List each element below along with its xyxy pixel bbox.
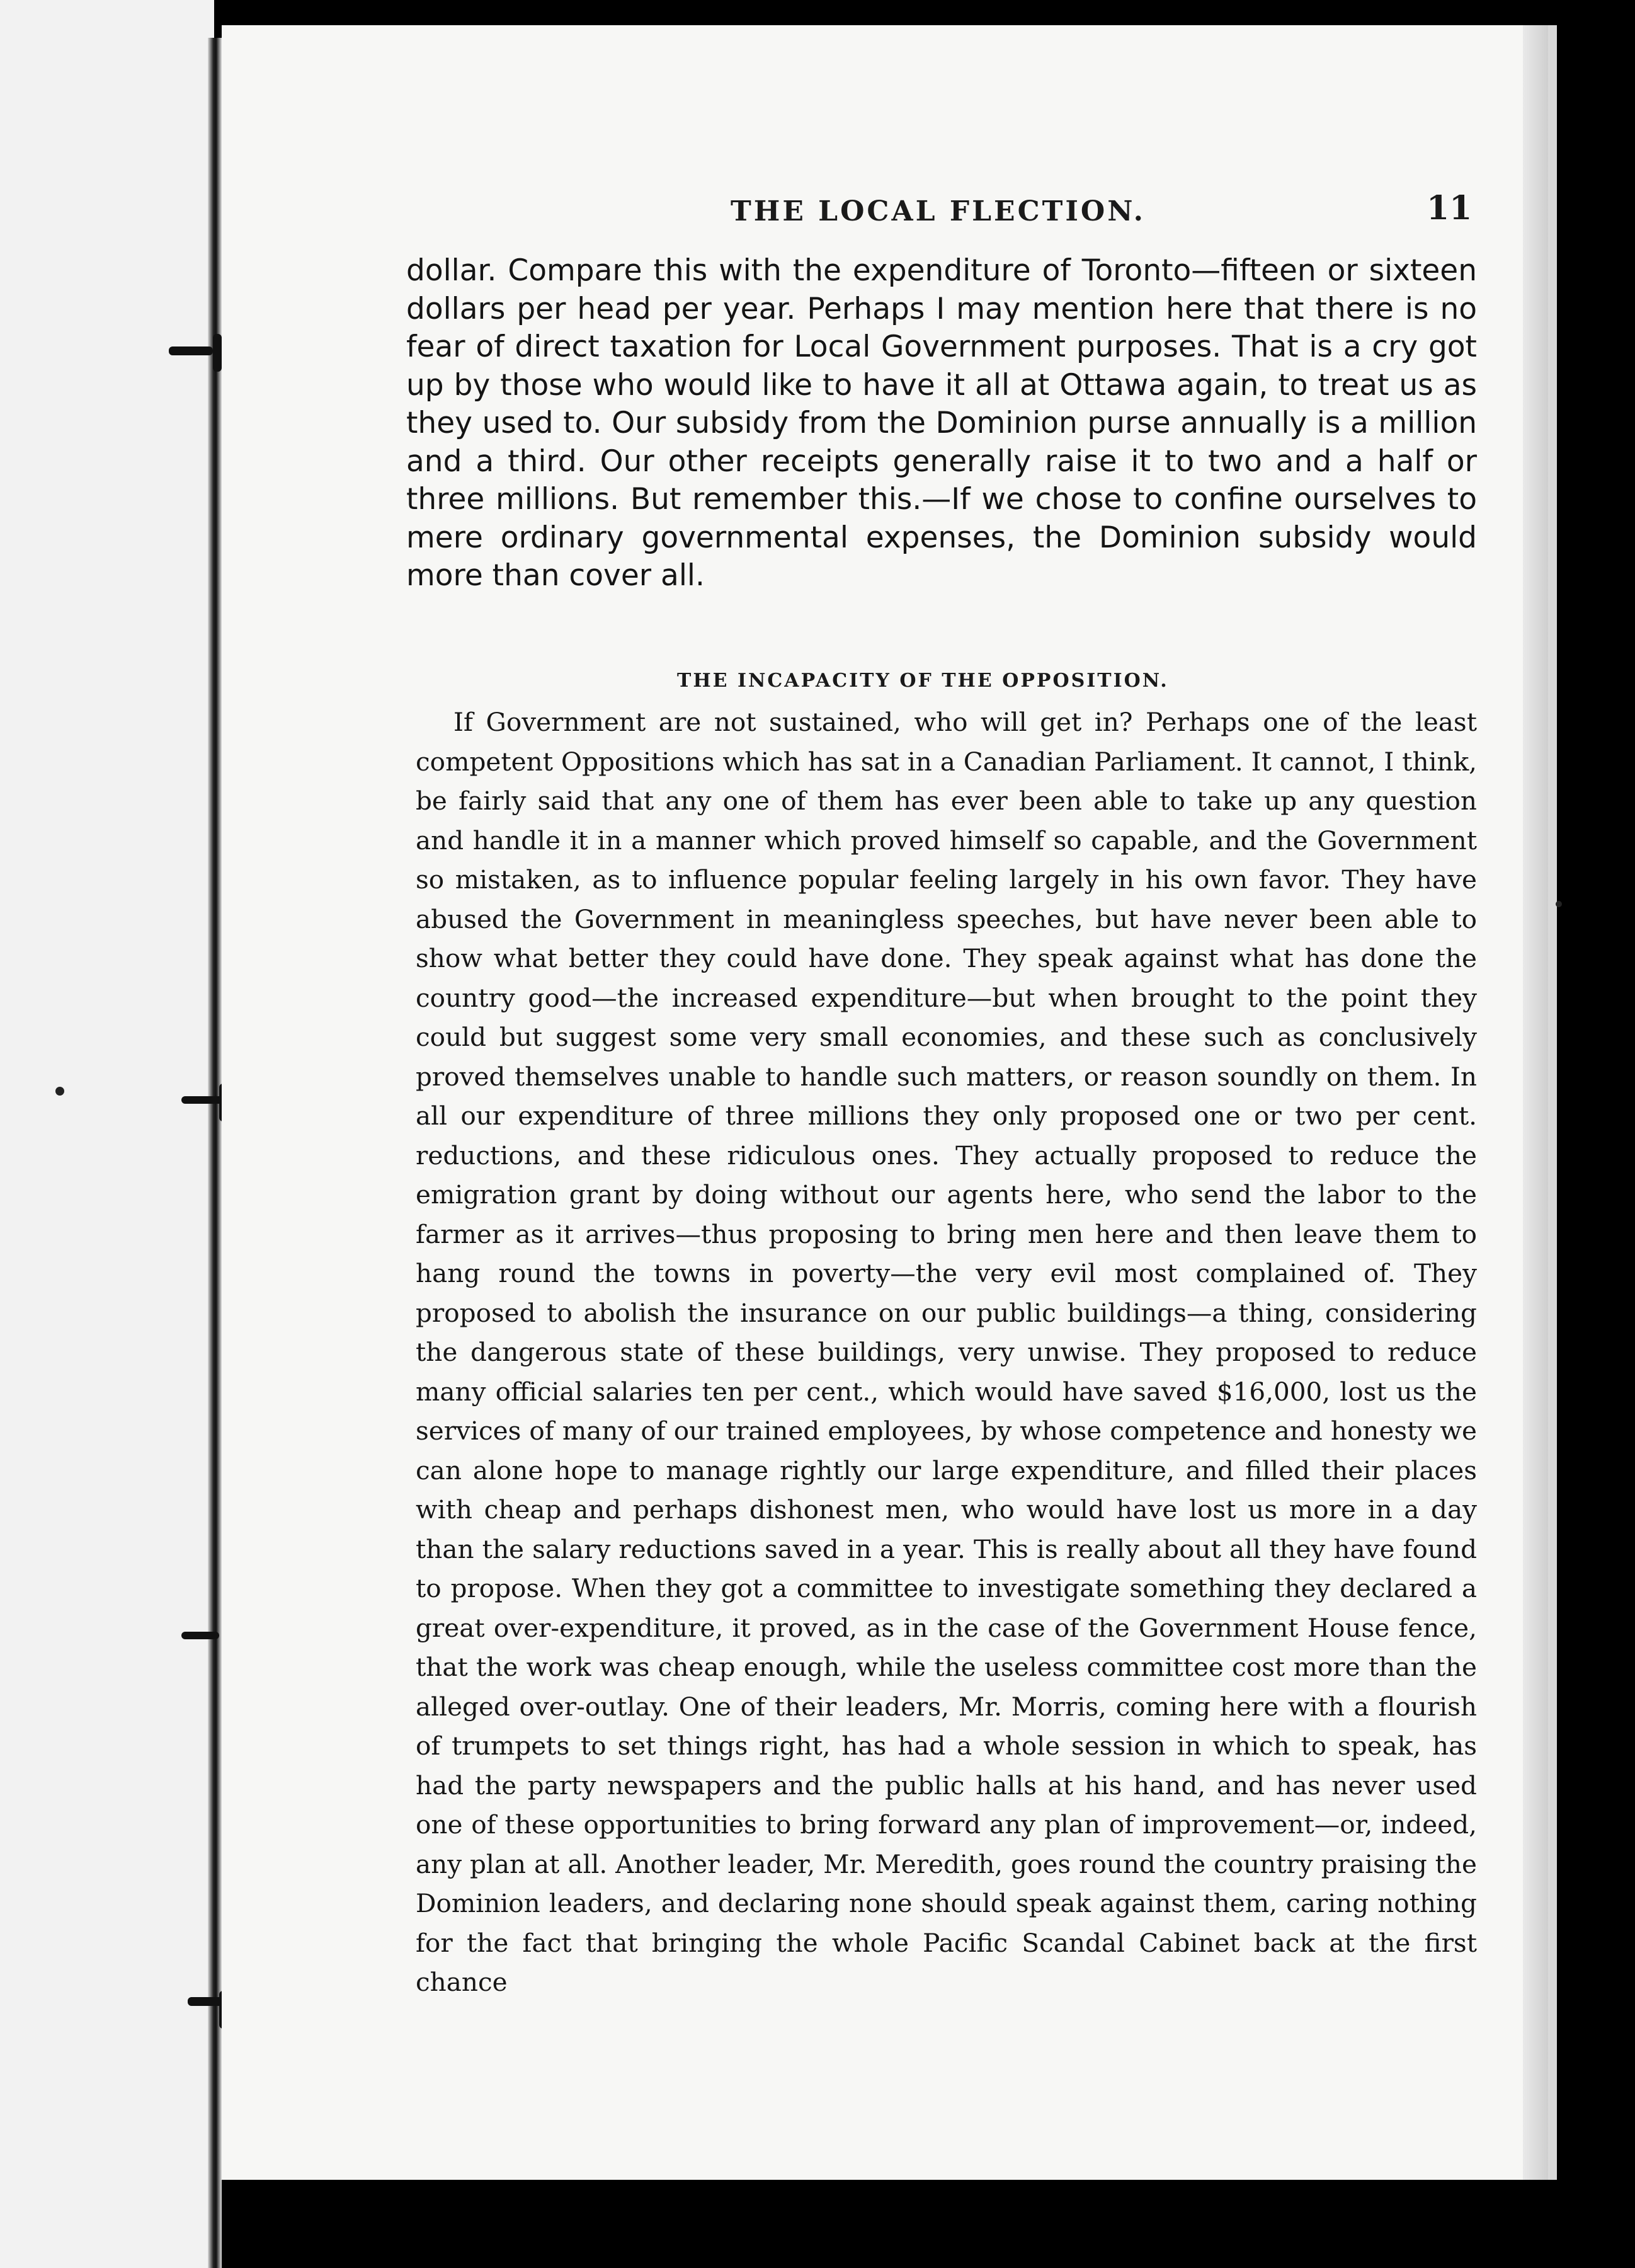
running-head: THE LOCAL FLECTION. [731, 195, 1146, 227]
page-speck [1556, 901, 1562, 907]
section-body-paragraph: If Government are not sustained, who will get in? Perhaps one of the least competent Oppositions which has sat in a Canadian Parliament. It cannot, I think, be fairly said that any one of them has ever been able to take up any question and handle it in a manner which proved himself so capable, and the Government so mistaken, as to influence popular feeling largely in his own favor. They have abused the Government in meaningless speeches, but have never been able to show what better they could have done. They speak against what has done the country good—the increased expenditure—but when brought to the point they could but suggest some very small economies, and these such as conclusively proved themselves unable to handle such matters, or reason soundly on them. In all our expenditure of three millions they only proposed one or two per cent. reductions, and these ridiculous ones. They actually proposed to reduce the emigration grant by doing without our agents here, who send the labor to the farmer as it arrives—thus proposing to bring men here and then leave them to hang round the towns in poverty—the very evil most complained of. They proposed to abolish the insurance on our public buildings—a thing, considering the dangerous state of these buildings, very unwise. They proposed to reduce many official salaries ten per cent., which would have saved $16,000, lost us the services of many of our trained employees, by whose competence and honesty we can alone hope to manage rightly our large expenditure, and filled their places with cheap and perhaps dishonest men, who would have lost us more in a day than the salary reductions saved in a year. This is really about all they have found to propose. When they got a committee to investigate something they declared a great over-expenditure, it proved, as in the case of the Government House fence, that the work was cheap enough, while the useless committee cost more than the alleged over-outlay. One of their leaders, Mr. Morris, coming here with a flourish of trumpets to set things right, has had a whole session in which to speak, has had the party newspapers and the public halls at his hand, and has never used one of these opportunities to bring forward any plan of improvement—or, indeed, any plan at all. Another leader, Mr. Meredith, goes round the country praising the Dominion leaders, and declaring none should speak against them, caring nothing for the fact that bringing the whole Pacific Scandal Cabinet back at the first chance [416, 707, 1477, 1997]
body-paragraph: dollar. Compare this with the expenditure of Toronto—fifteen or sixteen dollars per head per year. Perhaps I may mention here that there is no fear of direct taxation for Local Government purposes. That is a cry got up by those who would like to have it all at Ottawa again, to treat us as they used to. Our subsidy from the Dominion purse annually is a million and a third. Our other receipts generally raise it to two and a half or three millions. But remember this.—If we chose to confine ourselves to mere ordinary governmental expenses, the Dominion subsidy would more than cover all. [406, 253, 1477, 593]
margin-mark [55, 1087, 64, 1096]
page-number: 11 [1427, 189, 1473, 227]
page-edge [1523, 25, 1548, 2180]
section-heading: THE INCAPACITY OF THE OPPOSITION. [677, 670, 1169, 692]
